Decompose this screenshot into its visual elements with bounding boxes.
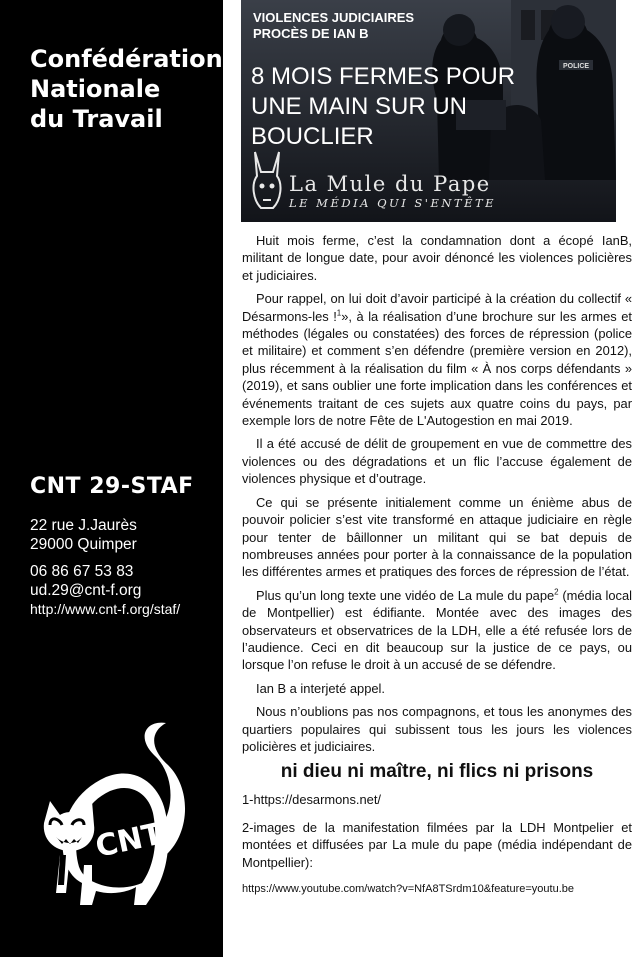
black-cat-logo xyxy=(26,715,216,910)
paragraph-5-text-a: Plus qu’un long texte une vidéo de La mule du pape xyxy=(256,587,555,603)
banner-kicker-line-2: PROCÈS DE IAN B xyxy=(253,26,369,41)
org-name-line-2: Nationale xyxy=(30,75,161,103)
mule-subtitle: LE MÉDIA QUI S'ENTÊTE xyxy=(289,196,497,210)
banner-kicker-line-1: VIOLENCES JUDICIAIRES xyxy=(253,10,415,25)
mule-du-pape-logo xyxy=(247,150,607,216)
footnote-2-url[interactable]: https://www.youtube.com/watch?v=NfA8TSrdm10&feature=youtu.be xyxy=(242,883,575,895)
footnote-ref-1: 1 xyxy=(336,308,342,318)
paragraph-1: Huit mois ferme, c’est la condamnation dont a écopé IanB, militant de longue date, pour avoir dénoncé les violences policières et judiciaires. xyxy=(242,233,632,283)
contact-block xyxy=(30,516,180,619)
sidebar xyxy=(0,0,223,957)
union-section-title: CNT 29-STAF xyxy=(30,474,194,499)
headline-line-2: UNE MAIN SUR UN xyxy=(251,93,468,120)
mule-title: La Mule du Pape xyxy=(289,172,491,196)
paragraph-7: Nous n’oublions pas nos compagnons, et tous les anonymes des quartiers populaires qui subissent tous les jours les violences policières et judiciaires. xyxy=(242,704,632,754)
slogan: ni dieu ni maître, ni flics ni prisons xyxy=(280,761,594,783)
paragraph-4: Ce qui se présente initialement comme un énième abus de pouvoir policier s’est vite transformé en attaque judiciaire en règle pour tenter de bâillonner un militant qui se bat depuis de nombreuses années pour porter à la connaissance de la population les différentes armes et pratiques des forces de répression de l’état. xyxy=(242,494,632,580)
headline-line-1: 8 MOIS FERMES POUR xyxy=(251,63,516,90)
svg-text:CNT: CNT xyxy=(92,816,166,865)
city-address: 29000 Quimper xyxy=(30,536,137,553)
paragraph-5 xyxy=(242,587,632,674)
headline-line-3: BOUCLIER xyxy=(251,123,374,150)
footnote-ref-2: 2 xyxy=(554,587,559,597)
paragraph-5-text-b: (média local de Montpellier) est édifiante. Montée avec des images des observateurs et observatrices de la LDH, elle a été refusée lors de l’audience. Ceci en dit beaucoup sur la justice de ce pays, ou lorsque l’on refuse le droit à un accusé de se défendre. xyxy=(242,587,632,673)
mule-icon xyxy=(247,150,287,214)
org-name-line-3: du Travail xyxy=(30,105,163,133)
street-address: 22 rue J.Jaurès xyxy=(30,517,137,534)
banner-kicker xyxy=(253,10,414,42)
paragraph-2-text-b: », à la réalisation d’une brochure sur les armes et méthodes (légales ou constatées) des forces de répression (police et militaire) et comment s’en défendre (première version en 2012), plus récemment à la réalisation du film « À nos corps défendants » (2019), et sans oublier une forte implication dans les conférences et événements traitant de ces sujets aux quatre coins du pays, par exemple lors de notre Fête de L'Autogestion en mai 2019. xyxy=(242,308,632,429)
paragraph-3: Il a été accusé de délit de groupement en vue de commettre des violences ou des dégradations et un flic l’accuse également de violences physique et d’outrage. xyxy=(242,436,632,487)
email-address: ud.29@cnt-f.org xyxy=(30,582,142,599)
phone-number: 06 86 67 53 83 xyxy=(30,563,134,580)
paragraph-6: Ian B a interjeté appel. xyxy=(256,680,385,696)
website-link[interactable]: http://www.cnt-f.org/staf/ xyxy=(30,601,181,617)
organization-name xyxy=(30,44,223,134)
banner-headline xyxy=(251,62,551,152)
paragraph-2 xyxy=(242,290,632,429)
footnote-1[interactable]: 1-https://desarmons.net/ xyxy=(242,792,382,808)
article-body xyxy=(242,232,632,904)
org-name-line-1: Confédération xyxy=(30,45,223,73)
footnote-2: 2-images de la manifestation filmées par la LDH Montpelier et montées et diffusées par La mule du pape (média indépendant de Montpellier): xyxy=(242,819,632,870)
police-label: POLICE xyxy=(563,63,590,70)
article-banner xyxy=(241,0,616,222)
paragraph-2-text-a: Pour rappel, on lui doit d’avoir participé à la création du collectif « Désarmons-les ! xyxy=(242,291,632,324)
